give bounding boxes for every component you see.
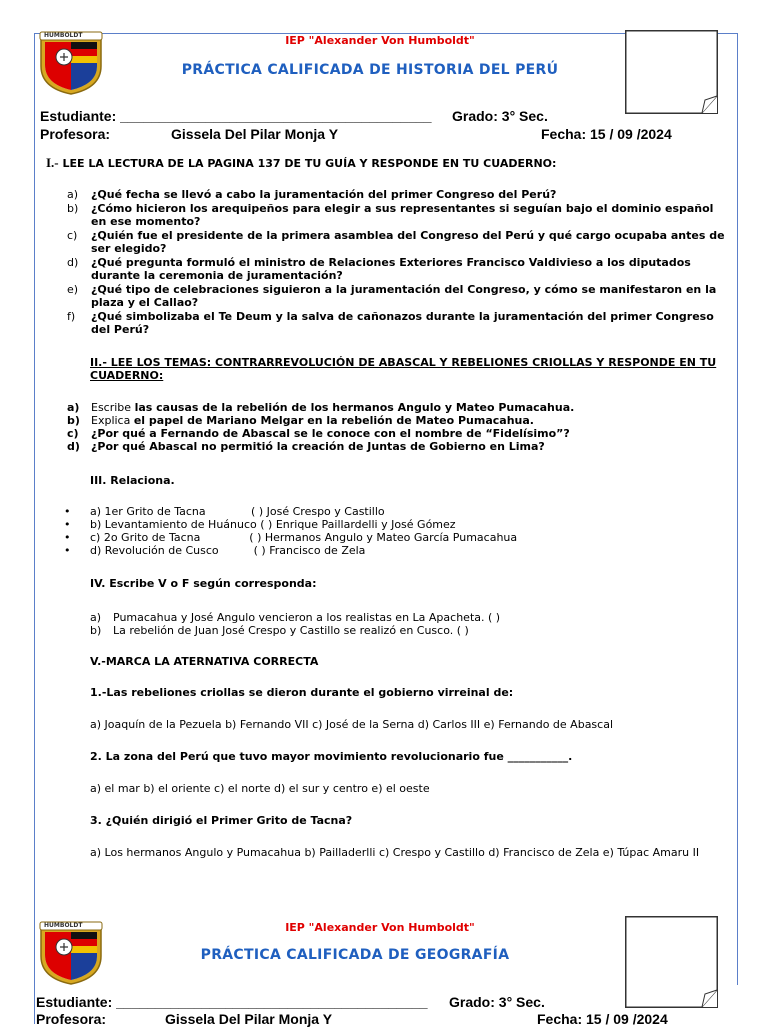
question-text-wrap (91, 428, 731, 441)
teacher-label-2: Profesora: (36, 1011, 107, 1027)
question-letter: f) (67, 310, 76, 323)
relation-item: a) 1er Grito de Tacna ( ) José Crespo y Castillo (90, 505, 385, 518)
student-line: Estudiante: ________________________________________ (40, 108, 432, 124)
bullet-1: • (64, 505, 71, 518)
page-frame-left (34, 33, 35, 1024)
grade-label-2: Grado: 3° Sec. (449, 994, 545, 1010)
question-verb: Escribe (91, 401, 135, 414)
mc-question-3: 3. ¿Quién dirigió el Primer Grito de Tacna? (90, 814, 353, 827)
teacher-name: Gissela Del Pilar Monja Y (171, 126, 339, 142)
question-text: ¿Qué tipo de celebraciones siguieron a la juramentación del Congreso, y cómo se manifestaron en la plaza y el Callao? (91, 283, 717, 309)
question-letter: b) (67, 202, 79, 215)
question-text: las causas de la rebelión de los hermanos Angulo y Mateo Pumacahua. (134, 401, 575, 414)
note-box-2 (625, 916, 718, 1008)
school-name: IEP "Alexander Von Humboldt" (285, 34, 475, 47)
section-1-heading (46, 155, 556, 171)
question-1f (67, 311, 727, 337)
section-3-heading: III. Relaciona. (90, 474, 175, 487)
exam-title-2: PRÁCTICA CALIFICADA DE GEOGRAFÍA (200, 947, 510, 963)
relation-item: d) Revolución de Cusco ( ) Francisco de Zela (90, 544, 366, 557)
question-text: ¿Qué simbolizaba el Te Deum y la salva de cañonazos durante la juramentación del primer Congreso del Perú? (91, 310, 714, 336)
mc-question-1: 1.-Las rebeliones criollas se dieron durante el gobierno virreinal de: (90, 686, 514, 699)
question-letter: b) (67, 414, 80, 427)
date-label: Fecha: 15 / 09 /2024 (541, 126, 672, 142)
section-2-heading: II.- LEE LOS TEMAS: CONTRARREVOLUCIÓN DE ABASCAL Y REBELIONES CRIOLLAS Y RESPONDE EN TU CUADERNO: (90, 356, 717, 382)
question-text: ¿Qué pregunta formuló el ministro de Relaciones Exteriores Francisco Valdivieso a los diputados durante la ceremonia de juramentación? (91, 256, 691, 282)
section-5-heading: V.-MARCA LA ATERNATIVA CORRECTA (90, 655, 319, 668)
section-1-number: I.- (46, 155, 59, 170)
question-text-wrap (91, 415, 731, 428)
section-1-text: LEE LA LECTURA DE LA PAGINA 137 DE TU GUÍA Y RESPONDE EN TU CUADERNO: (62, 157, 557, 170)
relation-item: b) Levantamiento de Huánuco ( ) Enrique Paillardelli y José Gómez (90, 518, 456, 531)
question-verb: Explica (91, 414, 134, 427)
teacher-name-2: Gissela Del Pilar Monja Y (165, 1011, 333, 1027)
question-letter: a) (67, 401, 80, 414)
question-letter: d) (67, 256, 79, 269)
question-text-wrap (91, 441, 731, 454)
question-text: ¿Cómo hicieron los arequipeños para elegir a sus representantes si seguían bajo el dominio español en ese momento? (91, 202, 714, 228)
exam-title: PRÁCTICA CALIFICADA DE HISTORIA DEL PERÚ (181, 62, 559, 78)
tf-item-b: La rebelión de Juan José Crespo y Castillo se realizó en Cusco. ( ) (113, 624, 469, 637)
note-box (625, 30, 718, 114)
question-1b (67, 203, 727, 229)
mc-question-2: 2. La zona del Perú que tuvo mayor movimiento revolucionario fue ___________. (90, 750, 573, 763)
question-text: el papel de Mariano Melgar en la rebelión de Mateo Pumacahua. (133, 414, 534, 427)
question-letter: e) (67, 283, 79, 296)
bullet-2: • (64, 518, 71, 531)
school-logo (38, 30, 104, 100)
question-text: ¿Qué fecha se llevó a cabo la juramentación del primer Congreso del Perú? (91, 188, 557, 201)
question-letter: c) (67, 427, 79, 440)
grade-label: Grado: 3° Sec. (452, 108, 548, 124)
question-1e (67, 284, 727, 310)
section-4-heading: IV. Escribe V o F según corresponda: (90, 577, 317, 590)
mc-options-3: a) Los hermanos Angulo y Pumacahua b) Pailladerlli c) Crespo y Castillo d) Francisco de Zela e) Túpac Amaru II (90, 846, 700, 859)
tf-letter-a: a) (90, 611, 102, 624)
mc-options-1: a) Joaquín de la Pezuela b) Fernando VII c) José de la Serna d) Carlos III e) Fernando de Abascal (90, 718, 614, 731)
question-1d (67, 257, 727, 283)
teacher-label: Profesora: (40, 126, 111, 142)
relation-item: c) 2o Grito de Tacna ( ) Hermanos Angulo y Mateo García Pumacahua (90, 531, 518, 544)
question-2d (67, 441, 727, 454)
question-1a (67, 189, 727, 202)
bullet-3: • (64, 531, 71, 544)
bullet-4: • (64, 544, 71, 557)
page-frame-right (737, 33, 738, 985)
tf-letter-b: b) (90, 624, 102, 637)
question-1c (67, 230, 727, 256)
question-letter: a) (67, 188, 79, 201)
question-text: ¿Por qué Abascal no permitió la creación de Juntas de Gobierno en Lima? (91, 440, 545, 453)
question-text: ¿Quién fue el presidente de la primera asamblea del Congreso del Perú y qué cargo ocupaba antes de ser elegido? (91, 229, 725, 255)
logo-text: HUMBOLDT (44, 922, 83, 929)
question-letter: d) (67, 440, 80, 453)
date-label-2: Fecha: 15 / 09 /2024 (537, 1011, 668, 1027)
mc-options-2: a) el mar b) el oriente c) el norte d) el sur y centro e) el oeste (90, 782, 430, 795)
question-letter: c) (67, 229, 78, 242)
student-line-2: Estudiante: ________________________________________ (36, 994, 428, 1010)
tf-item-a: Pumacahua y José Angulo vencieron a los realistas en La Apacheta. ( ) (113, 611, 501, 624)
school-name-2: IEP "Alexander Von Humboldt" (285, 921, 475, 934)
question-text: ¿Por qué a Fernando de Abascal se le conoce con el nombre de “Fidelísimo”? (91, 427, 570, 440)
school-logo (38, 920, 104, 990)
question-text-wrap (91, 402, 731, 415)
logo-text: HUMBOLDT (44, 32, 83, 39)
